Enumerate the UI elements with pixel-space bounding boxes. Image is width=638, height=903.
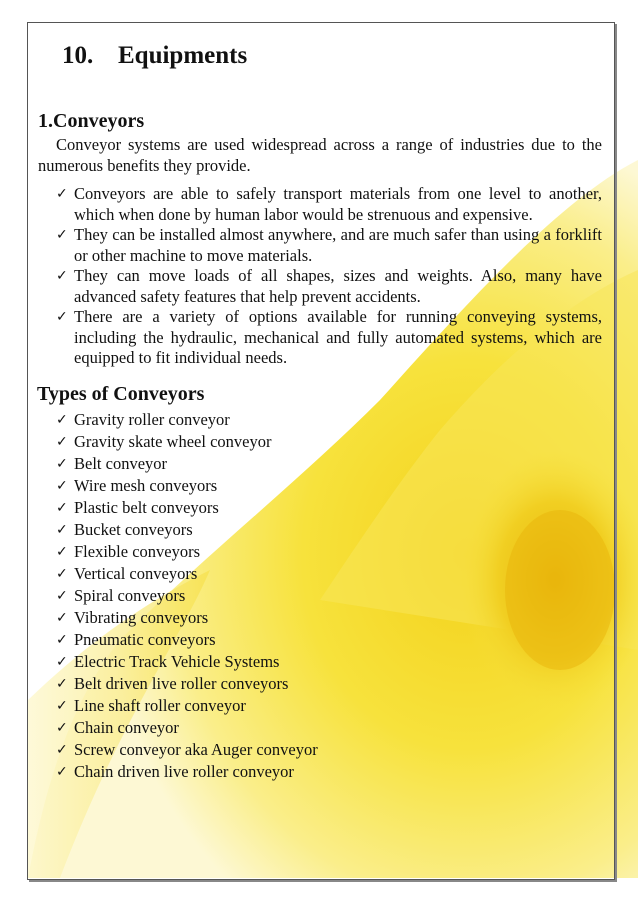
type-item: ✓ Vertical conveyors (56, 563, 198, 583)
check-icon: ✓ (56, 741, 68, 758)
type-item: ✓ Line shaft roller conveyor (56, 695, 246, 715)
type-item: ✓ Vibrating conveyors (56, 607, 209, 627)
check-icon: ✓ (56, 763, 68, 780)
type-item: ✓ Screw conveyor aka Auger conveyor (56, 739, 318, 759)
section-title-text: Equipments (118, 42, 248, 69)
type-item: ✓ Spiral conveyors (56, 585, 186, 605)
type-item: ✓ Belt conveyor (56, 453, 168, 473)
benefit-item: ✓ Conveyors are able to safely transport materials from one level to another, which when done by human labor would be strenuous and expensive. (56, 184, 602, 224)
check-icon: ✓ (56, 268, 68, 284)
check-icon: ✓ (56, 433, 68, 450)
types-heading: Types of Conveyors (37, 382, 205, 405)
conveyors-heading: 1.Conveyors (38, 110, 145, 132)
check-icon: ✓ (56, 631, 68, 648)
type-item: ✓ Electric Track Vehicle Systems (56, 651, 280, 671)
document-body (38, 34, 602, 783)
check-icon: ✓ (56, 587, 68, 604)
type-item: ✓ Wire mesh conveyors (56, 475, 218, 495)
type-item: ✓ Bucket conveyors (56, 519, 193, 539)
check-icon: ✓ (56, 499, 68, 516)
type-item: ✓ Chain driven live roller conveyor (56, 761, 294, 781)
check-icon: ✓ (56, 455, 68, 472)
benefit-item: ✓ There are a variety of options available for running conveying systems, including the hydraulic, mechanical and fully automated systems, which are equipped to fit individual needs. (56, 307, 602, 367)
benefit-item: ✓ They can be installed almost anywhere, and are much safer than using a forklift or other machine to move materials. (56, 225, 602, 265)
type-item: ✓ Gravity roller conveyor (56, 409, 230, 429)
type-item: ✓ Belt driven live roller conveyors (56, 673, 289, 693)
type-item: ✓ Gravity skate wheel conveyor (56, 431, 272, 451)
conveyors-intro: Conveyor systems are used widespread across a range of industries due to the numerous benefits they provide. (38, 135, 602, 175)
check-icon: ✓ (56, 309, 68, 325)
check-icon: ✓ (56, 186, 68, 202)
check-icon: ✓ (56, 565, 68, 582)
types-list (38, 409, 602, 783)
check-icon: ✓ (56, 719, 68, 736)
check-icon: ✓ (56, 227, 68, 243)
type-item: ✓ Chain conveyor (56, 717, 179, 737)
section-title (38, 34, 602, 78)
check-icon: ✓ (56, 477, 68, 494)
type-item: ✓ Plastic belt conveyors (56, 497, 219, 517)
benefit-item: ✓ They can move loads of all shapes, sizes and weights. Also, many have advanced safety features that help prevent accidents. (56, 266, 602, 306)
check-icon: ✓ (56, 411, 68, 428)
check-icon: ✓ (56, 521, 68, 538)
check-icon: ✓ (56, 609, 68, 626)
check-icon: ✓ (56, 653, 68, 670)
check-icon: ✓ (56, 675, 68, 692)
benefits-list (38, 184, 602, 369)
type-item: ✓ Flexible conveyors (56, 541, 201, 561)
type-item: ✓ Pneumatic conveyors (56, 629, 216, 649)
section-number: 10. (62, 42, 94, 69)
check-icon: ✓ (56, 697, 68, 714)
check-icon: ✓ (56, 543, 68, 560)
